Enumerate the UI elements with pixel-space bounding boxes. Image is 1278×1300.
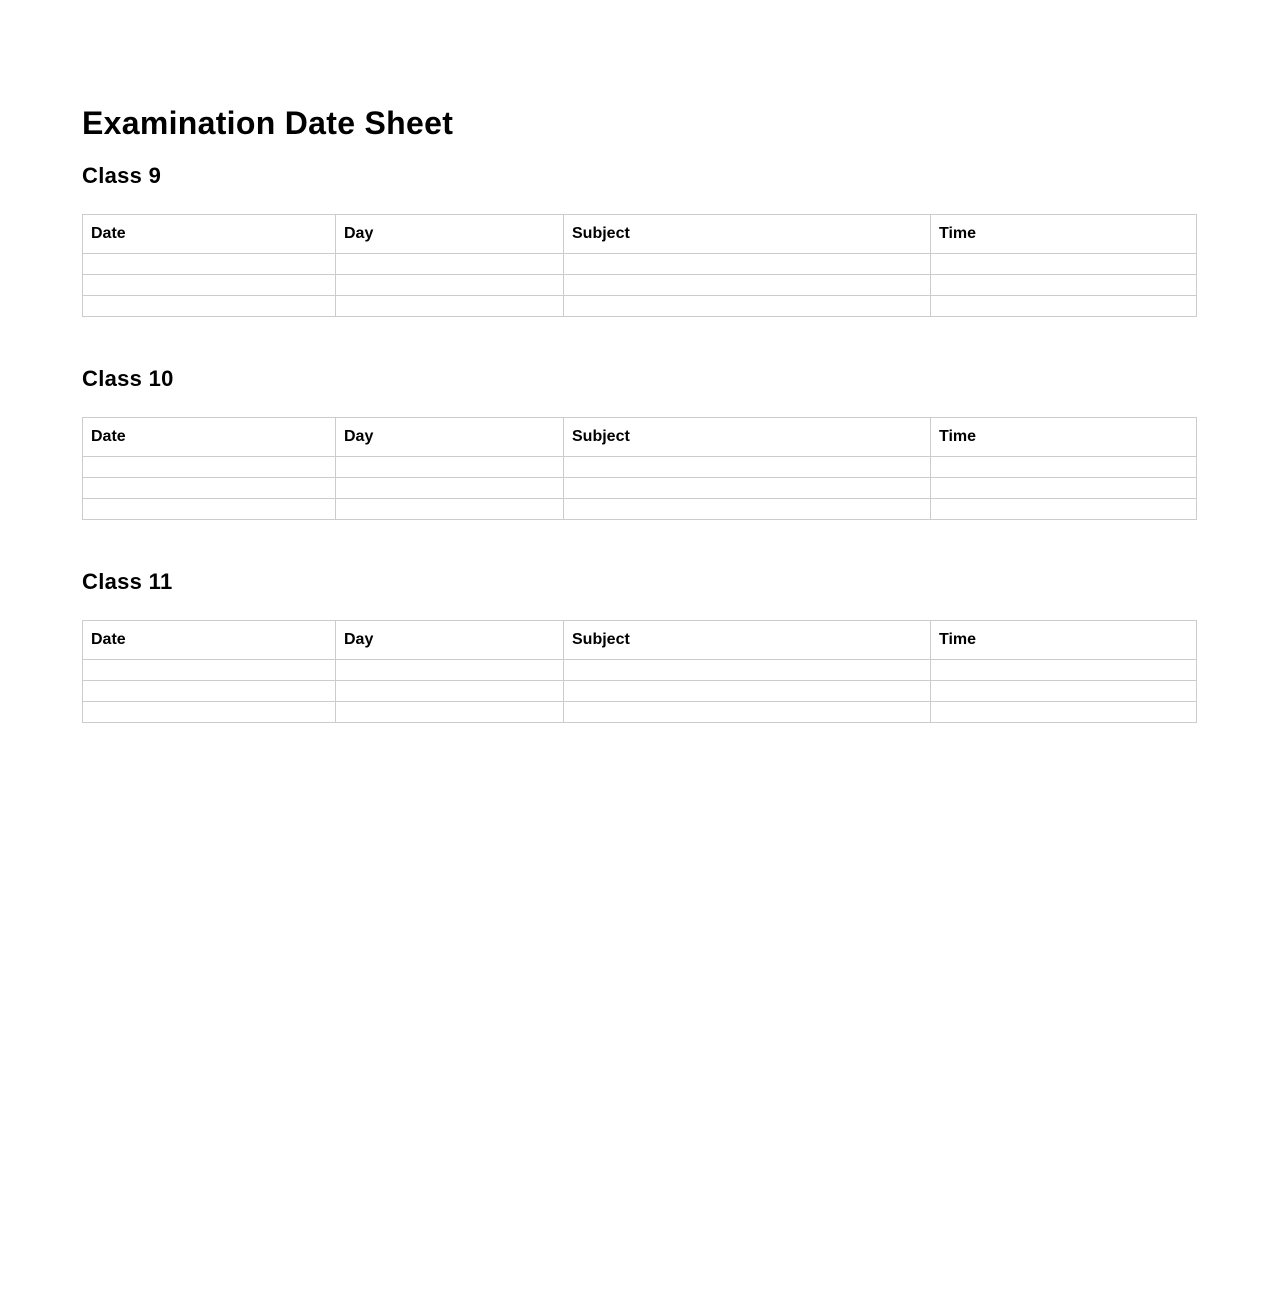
- table-cell[interactable]: [564, 478, 931, 499]
- table-cell[interactable]: [336, 681, 564, 702]
- section-heading: Class 10: [82, 366, 174, 391]
- table-cell[interactable]: [564, 660, 931, 681]
- table-cell[interactable]: [336, 499, 564, 520]
- table-row: [83, 296, 1197, 317]
- section-heading: Class 11: [82, 569, 173, 594]
- class-section: [82, 568, 1196, 648]
- table-cell[interactable]: [336, 296, 564, 317]
- class-section: [82, 162, 1196, 242]
- table-cell[interactable]: [564, 296, 931, 317]
- table-cell[interactable]: [336, 457, 564, 478]
- table-cell[interactable]: [83, 296, 336, 317]
- date-sheet-table: [82, 214, 1197, 317]
- table-cell[interactable]: [564, 254, 931, 275]
- column-header-date: Date: [83, 215, 336, 254]
- table-cell[interactable]: [83, 478, 336, 499]
- table-cell[interactable]: [931, 254, 1197, 275]
- table-row: [83, 702, 1197, 723]
- table-cell[interactable]: [336, 478, 564, 499]
- table-row: [83, 681, 1197, 702]
- table-cell[interactable]: [336, 254, 564, 275]
- table-cell[interactable]: [564, 702, 931, 723]
- table-cell[interactable]: [83, 660, 336, 681]
- column-header-day: Day: [336, 418, 564, 457]
- table-cell[interactable]: [83, 681, 336, 702]
- table-row: [83, 254, 1197, 275]
- column-header-day: Day: [336, 621, 564, 660]
- table-cell[interactable]: [931, 275, 1197, 296]
- table-cell[interactable]: [931, 478, 1197, 499]
- table-cell[interactable]: [83, 702, 336, 723]
- table-row: [83, 499, 1197, 520]
- date-sheet-table: [82, 417, 1197, 520]
- column-header-time: Time: [931, 215, 1197, 254]
- table-cell[interactable]: [564, 457, 931, 478]
- table-cell[interactable]: [83, 457, 336, 478]
- table-cell[interactable]: [931, 702, 1197, 723]
- table-cell[interactable]: [83, 254, 336, 275]
- table-cell[interactable]: [931, 457, 1197, 478]
- header-row: [83, 621, 1197, 660]
- table-cell[interactable]: [931, 296, 1197, 317]
- table-cell[interactable]: [931, 499, 1197, 520]
- table-row: [83, 457, 1197, 478]
- table-cell[interactable]: [564, 681, 931, 702]
- date-sheet-table: [82, 620, 1197, 723]
- column-header-subject: Subject: [564, 215, 931, 254]
- class-section: [82, 365, 1196, 445]
- table-cell[interactable]: [564, 275, 931, 296]
- column-header-subject: Subject: [564, 621, 931, 660]
- table-cell[interactable]: [564, 499, 931, 520]
- table-cell[interactable]: [931, 681, 1197, 702]
- column-header-time: Time: [931, 621, 1197, 660]
- table-cell[interactable]: [83, 275, 336, 296]
- table-cell[interactable]: [931, 660, 1197, 681]
- header-row: [83, 215, 1197, 254]
- column-header-day: Day: [336, 215, 564, 254]
- column-header-subject: Subject: [564, 418, 931, 457]
- column-header-time: Time: [931, 418, 1197, 457]
- table-cell[interactable]: [336, 702, 564, 723]
- column-header-date: Date: [83, 418, 336, 457]
- header-row: [83, 418, 1197, 457]
- table-cell[interactable]: [83, 499, 336, 520]
- table-row: [83, 478, 1197, 499]
- table-cell[interactable]: [336, 275, 564, 296]
- table-row: [83, 660, 1197, 681]
- page-title: Examination Date Sheet: [82, 105, 454, 141]
- section-heading: Class 9: [82, 163, 162, 188]
- table-row: [83, 275, 1197, 296]
- column-header-date: Date: [83, 621, 336, 660]
- table-cell[interactable]: [336, 660, 564, 681]
